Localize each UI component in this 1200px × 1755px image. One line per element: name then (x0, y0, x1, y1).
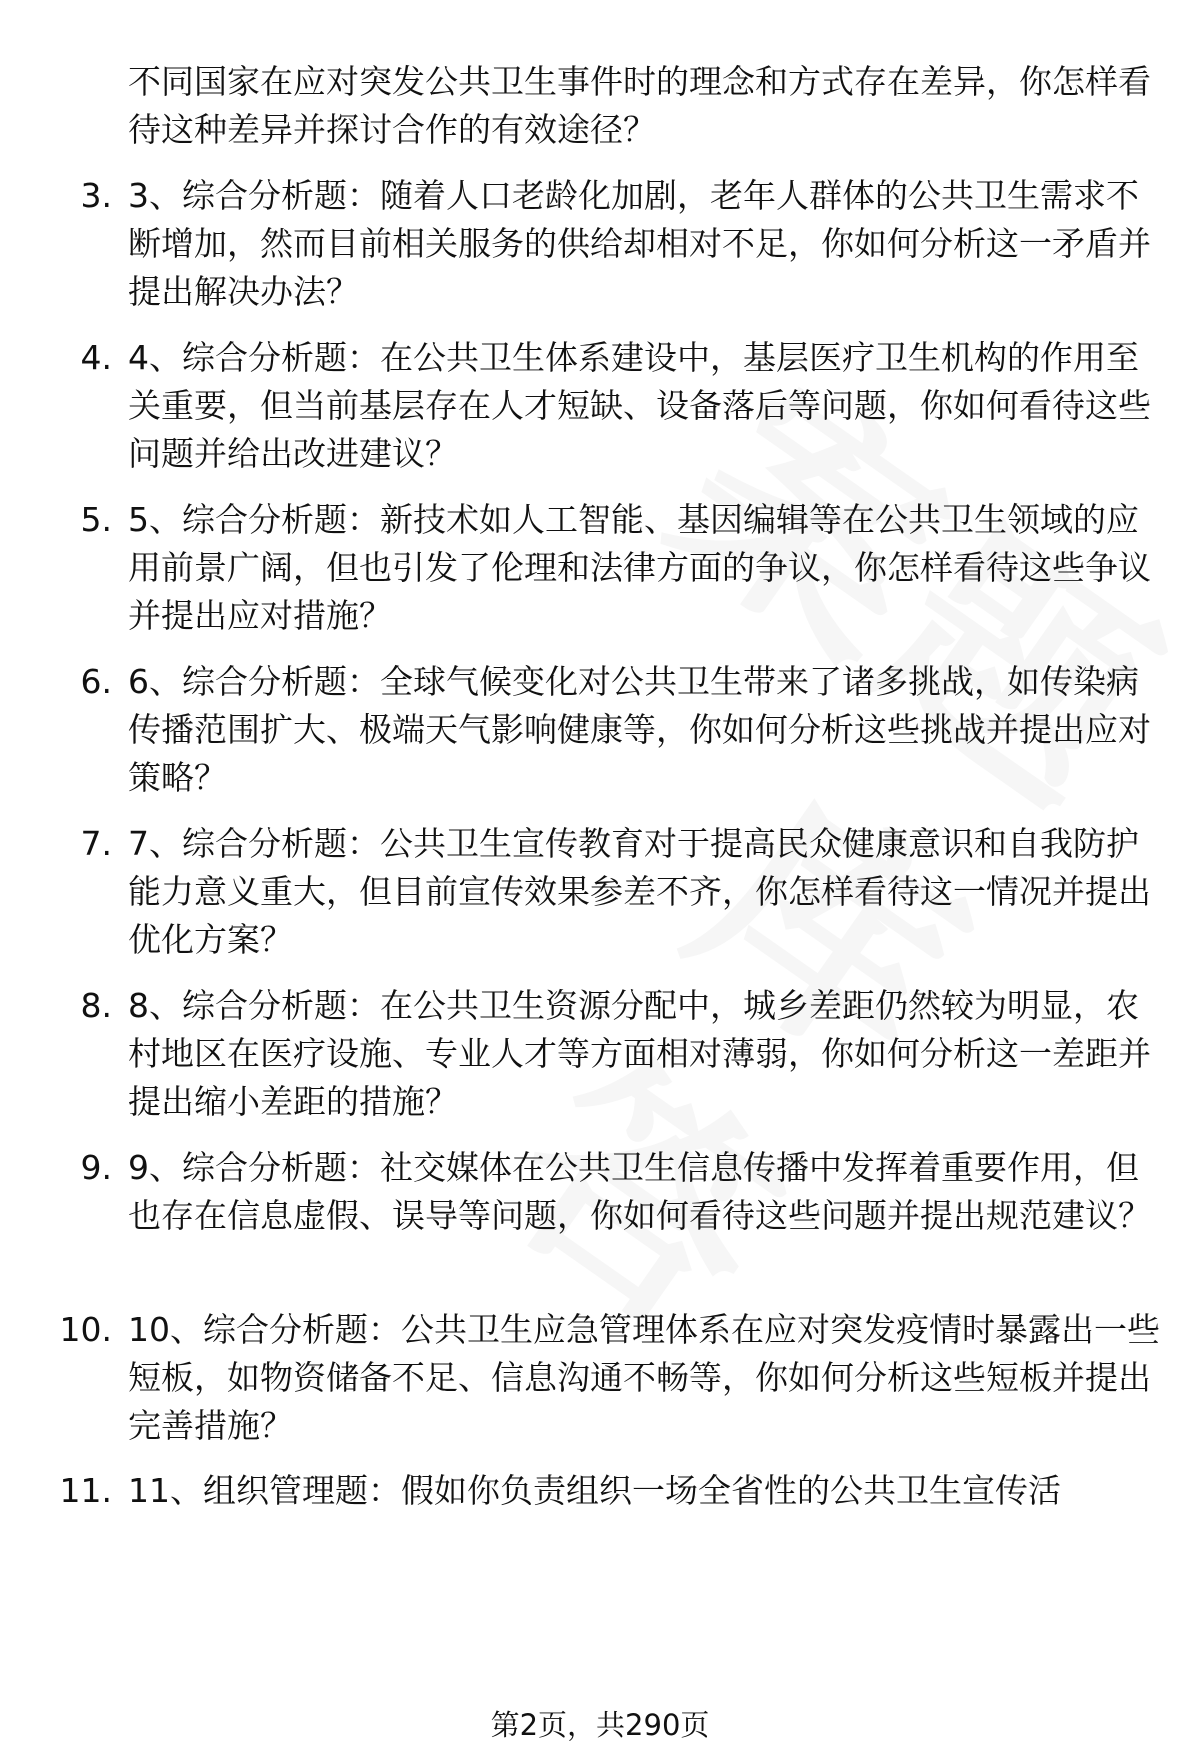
question-number: 5. (80, 500, 112, 539)
question-text: 5、综合分析题：新技术如人工智能、基因编辑等在公共卫生领域的应用前景广阔，但也引发了伦理和法律方面的争议，你怎样看待这些争议并提出应对措施？ (128, 500, 1151, 635)
question-number: 7. (80, 824, 112, 863)
question-text: 9、综合分析题：社交媒体在公共卫生信息传播中发挥着重要作用，但也存在信息虚假、误导等问题，你如何看待这些问题并提出规范建议？ (128, 1148, 1151, 1235)
question-item (0, 1306, 1200, 1466)
question-number: 6. (80, 662, 112, 701)
question-text: 7、综合分析题：公共卫生宣传教育对于提高民众健康意识和自我防护能力意义重大，但目前宣传效果参差不齐，你怎样看待这一情况并提出优化方案？ (128, 824, 1151, 959)
question-number: 10. (59, 1310, 112, 1349)
question-2-continuation: 不同国家在应对突发公共卫生事件时的理念和方式存在差异，你怎样看待这种差异并探讨合作的有效途径？ (128, 62, 1151, 149)
question-item (0, 334, 1200, 494)
question-text: 3、综合分析题：随着人口老龄化加剧，老年人群体的公共卫生需求不断增加，然而目前相关服务的供给却相对不足，你如何分析这一矛盾并提出解决办法？ (128, 176, 1151, 311)
question-number: 8. (80, 986, 112, 1025)
question-text: 10、综合分析题：公共卫生应急管理体系在应对突发疫情时暴露出一些短板，如物资储备不足、信息沟通不畅等，你如何分析这些短板并提出完善措施？ (128, 1310, 1160, 1445)
question-number: 9. (80, 1148, 112, 1187)
question-number: 11. (59, 1471, 112, 1510)
question-number: 4. (80, 338, 112, 377)
question-number: 3. (80, 176, 112, 215)
question-item (0, 658, 1200, 818)
question-item (0, 172, 1200, 332)
question-item (0, 982, 1200, 1142)
question-text: 4、综合分析题：在公共卫生体系建设中，基层医疗卫生机构的作用至关重要，但当前基层存在人才短缺、设备落后等问题，你如何看待这些问题并给出改进建议？ (128, 338, 1151, 473)
page-footer: 第2页，共290页 (490, 1708, 710, 1742)
question-item (0, 1144, 1200, 1304)
question-text: 6、综合分析题：全球气候变化对公共卫生带来了诸多挑战，如传染病传播范围扩大、极端天气影响健康等，你如何分析这些挑战并提出应对策略？ (128, 662, 1151, 797)
question-item (0, 820, 1200, 980)
question-item (0, 1467, 1200, 1527)
question-text: 11、组织管理题：假如你负责组织一场全省性的公共卫生宣传活 (128, 1471, 1061, 1510)
question-text: 8、综合分析题：在公共卫生资源分配中，城乡差距仍然较为明显，农村地区在医疗设施、专业人才等方面相对薄弱，你如何分析这一差距并提出缩小差距的措施？ (128, 986, 1151, 1121)
question-item (0, 496, 1200, 656)
